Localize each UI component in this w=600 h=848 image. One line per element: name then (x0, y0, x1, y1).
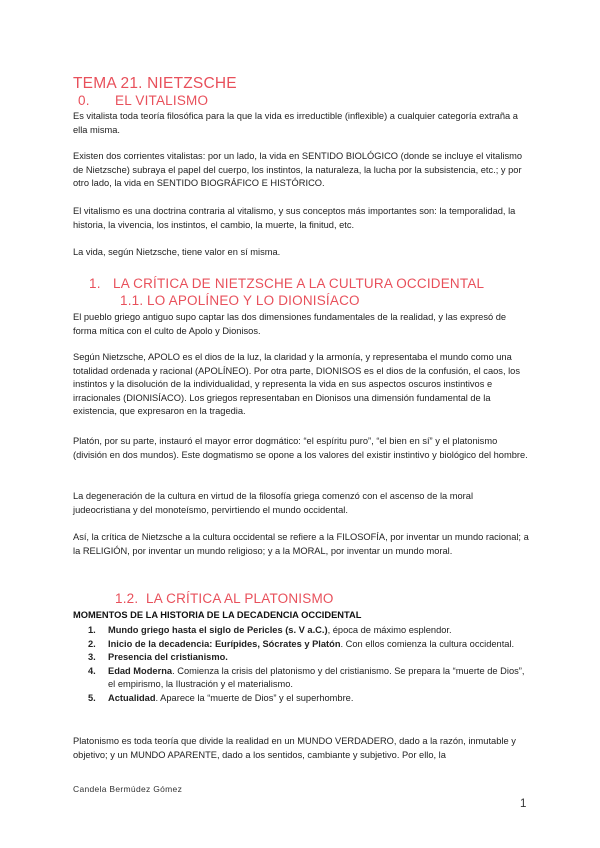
paragraph: Es vitalista toda teoría filosófica para la que la vida es irreductible (inflexible) a cualquier categoría extraña a ella misma. (73, 111, 518, 135)
paragraph: Platón, por su parte, instauró el mayor error dogmático: “el espíritu puro”, “el bien en sí” y el platonismo (división en dos mundos). Este dogmatismo se opone a los valores del existir instintivo y biológico del hombre. (73, 436, 528, 460)
paragraph: El vitalismo es una doctrina contraria al vitalismo, y sus conceptos más importantes son: la temporalidad, la historia, la vivencia, los instintos, el cambio, la muerte, la finitud, etc. (73, 206, 516, 230)
paragraph: El pueblo griego antiguo supo captar las dos dimensiones fundamentales de la realidad, y las expresó de forma mítica con el culto de Apolo y Dionisos. (73, 312, 507, 336)
paragraph: La vida, según Nietzsche, tiene valor en sí misma. (73, 247, 281, 257)
section-number: 1.1. (120, 293, 144, 308)
paragraph: Así, la crítica de Nietzsche a la cultura occidental se refiere a la FILOSOFÍA, por inventar un mundo racional; a la RELIGIÓN, por inventar un mundo religioso; y a la MORAL, por inventar un mundo moral. (73, 532, 529, 556)
section-heading-1 (89, 276, 484, 291)
section-heading-0 (78, 93, 208, 108)
footer-author: Candela Bermúdez Gómez (73, 784, 183, 794)
list-item: 3. Presencia del cristianismo. (88, 652, 228, 662)
list-item: 1. Mundo griego hasta el siglo de Pericles (s. V a.C.), época de máximo esplendor. (88, 625, 452, 635)
section-label: LO APOLÍNEO Y LO DIONISÍACO (147, 293, 360, 308)
list-item: 5. Actualidad. Aparece la “muerte de Dios” y el superhombre. (88, 692, 354, 703)
moments-title: MOMENTOS DE LA HISTORIA DE LA DECADENCIA OCCIDENTAL (73, 610, 362, 620)
section-number: 0. (78, 93, 90, 108)
section-label: EL VITALISMO (115, 93, 209, 108)
document-title: TEMA 21. NIETZSCHE (73, 75, 237, 92)
section-heading-1-2 (115, 591, 334, 606)
list-item: 4. Edad Moderna. Comienza la crisis del platonismo y del cristianismo. Se prepara la “muerte de Dios”, el empirismo, la Ilustración y el materialismo. (88, 665, 525, 689)
section-heading-1-1 (120, 293, 360, 308)
paragraph: Existen dos corrientes vitalistas: por un lado, la vida en SENTIDO BIOLÓGICO (donde se incluye el vitalismo de Nietzsche) subraya el papel del cuerpo, los instintos, la naturaleza, la lucha por la subsistencia, etc.; y por otro lado, la vida en SENTIDO BIOGRÁFICO E HISTÓRICO. (73, 151, 523, 188)
moments-list (73, 624, 531, 705)
list-item: 2. Inicio de la decadencia: Eurípides, Sócrates y Platón. Con ellos comienza la cultura occidental. (88, 638, 515, 649)
page-number: 1 (520, 798, 527, 810)
section-label: LA CRÍTICA DE NIETZSCHE A LA CULTURA OCCIDENTAL (113, 276, 485, 291)
section-number: 1.2. (115, 591, 139, 606)
section-number: 1. (89, 276, 101, 291)
paragraph: Platonismo es toda teoría que divide la realidad en un MUNDO VERDADERO, dado a la razón, inmutable y objetivo; y un MUNDO APARENTE, dado a los sentidos, cambiante y subjetivo. Por ello, la (73, 736, 516, 760)
paragraph: Según Nietzsche, APOLO es el dios de la luz, la claridad y la armonía, y representaba el mundo como una totalidad ordenada y racional (APOLÍNEO). Por otra parte, DIONISOS es el dios de la confusión, el caos, los instintos y la disolución de la individualidad, y representa la vida en sus aspectos oscuros instintivos e irracionales (DIONISÍACO). Los griegos representaban en Dionisos una dimensión fundamental de la existencia, que expresaron en la tragedia. (73, 352, 520, 416)
paragraph: La degeneración de la cultura en virtud de la filosofía griega comenzó con el ascenso de la moral judeocristiana y del monoteísmo, pervirtiendo el mundo occidental. (73, 491, 474, 515)
section-label: LA CRÍTICA AL PLATONISMO (146, 591, 334, 606)
